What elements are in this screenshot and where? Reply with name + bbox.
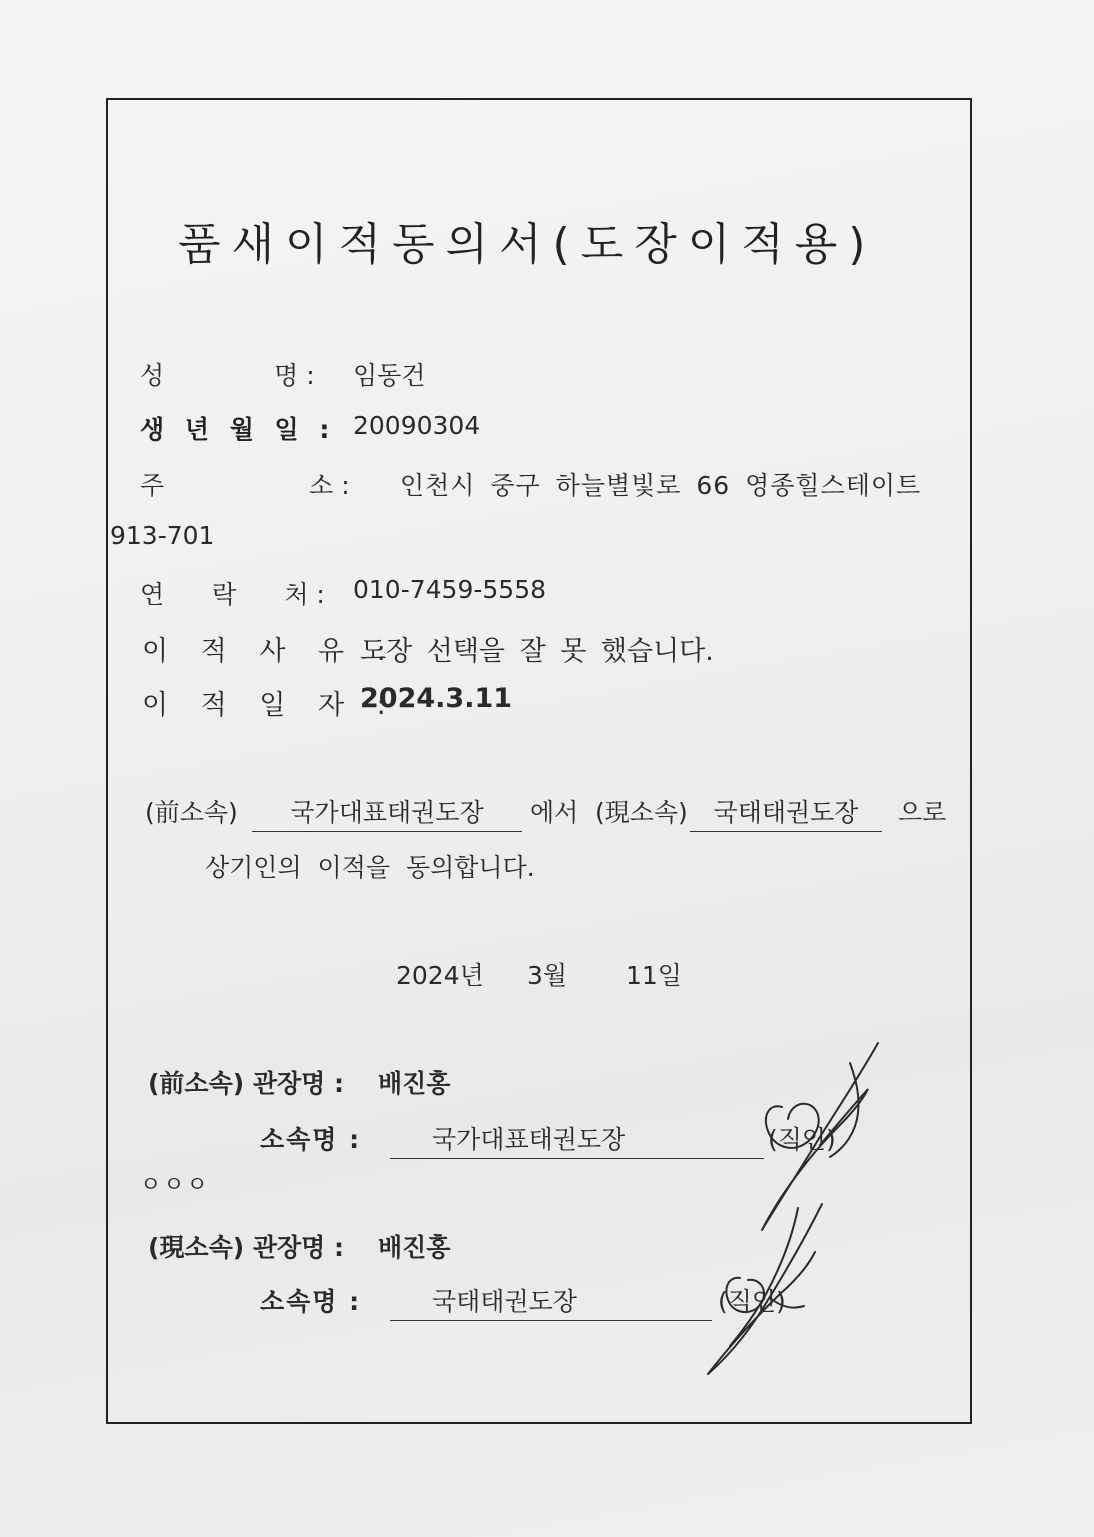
curr-club-line [390,1282,712,1321]
consent-statement: 상기인의 이적을 동의합니다. [205,853,535,882]
document-title: 품새이적동의서(도장이적용) [178,219,877,270]
from-text: 에서 [530,798,579,827]
prev-club-line [390,1120,764,1159]
prev-club-label: 소속명 : [260,1125,362,1154]
reason-label: 이 적 사 유 : [142,636,398,667]
sign-month: 3월 [527,961,568,990]
to-text: 으로 [898,798,947,827]
address-cont: 913-701 [110,521,215,550]
contact-label: 연 락 처 : [140,580,325,609]
curr-club-label: 소속명 : [260,1287,362,1316]
date-value: 2024.3.11 [360,683,513,714]
prev-affiliation-label: (前소속) [145,798,238,827]
curr-dojang: 국태태권도장 [690,793,882,832]
marker-text: ㅇㅇㅇ [140,1173,210,1198]
prev-seal: (직인) [768,1125,836,1154]
curr-master-name: 배진홍 [378,1233,451,1262]
date-label: 이 적 일 자 : [142,690,398,721]
curr-affiliation-label: (現소속) [595,798,688,827]
prev-master-name: 배진홍 [378,1069,451,1098]
prev-dojang: 국가대표태권도장 [252,793,522,832]
sign-day: 11일 [626,961,682,990]
prev-master-label: (前소속) 관장명 : [148,1069,345,1098]
curr-seal: (직인) [718,1287,786,1316]
name-value: 임동건 [353,361,426,390]
birth-value: 20090304 [353,411,481,440]
name-label: 성 명 : [140,361,315,390]
reason-value: 도장 선택을 잘 못 했습니다. [360,636,714,667]
curr-master-label: (現소속) 관장명 : [148,1233,345,1262]
curr-signature [700,1198,830,1378]
contact-value: 010-7459-5558 [353,575,547,604]
birth-label: 생 년 월 일 : [140,415,336,444]
address-value: 인천시 중구 하늘별빛로 66 영종힐스테이트 [400,471,922,500]
curr-club-name: 국태태권도장 [432,1287,577,1316]
prev-club-name: 국가대표태권도장 [432,1125,626,1154]
address-label: 주 소 : [140,471,350,500]
sign-year: 2024년 [396,961,484,990]
